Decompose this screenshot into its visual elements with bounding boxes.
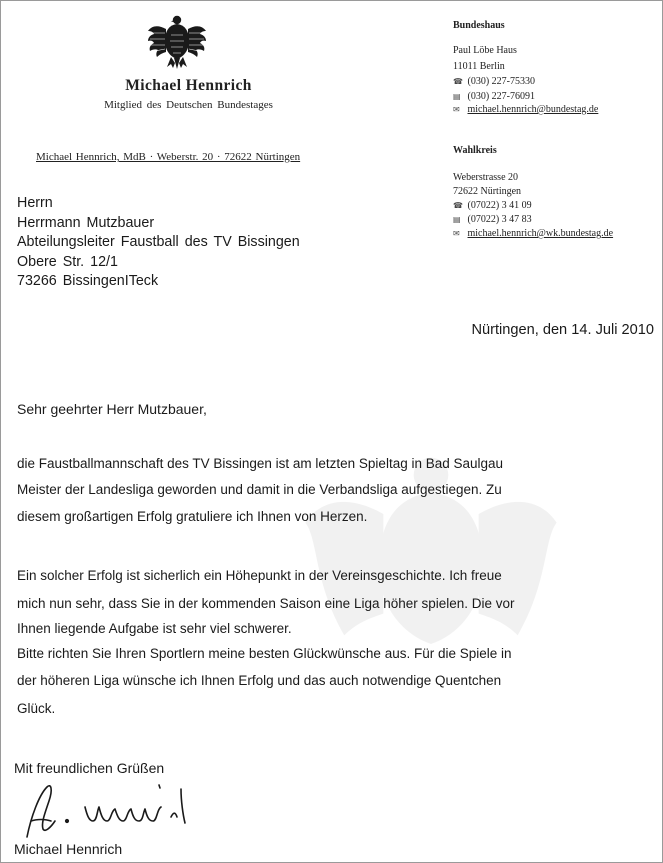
date-line: Nürtingen, den 14. Juli 2010 (471, 322, 654, 338)
wahlkreis-email-row (453, 228, 613, 239)
bundeshaus-fax-row (453, 91, 535, 102)
wahlkreis-city: 72622 Nürtingen (453, 186, 522, 197)
bundeshaus-heading: Bundeshaus (453, 20, 505, 31)
bundeshaus-phone-row (453, 76, 535, 87)
paragraph-line: Meister der Landesliga geworden und damit in die Verbandsliga aufgestiegen. Zu (17, 482, 502, 498)
paragraph-line: diesem großartigen Erfolg gratuliere ich Ihnen von Herzen. (17, 508, 368, 524)
recipient-street: Obere Str. 12/1 (17, 253, 118, 270)
wahlkreis-phone-row (453, 200, 532, 211)
letterhead-name: Michael Hennrich (125, 77, 252, 94)
paragraph-line: die Faustballmannschaft des TV Bissingen ist am letzten Spieltag in Bad Saulgau (17, 456, 504, 471)
paragraph-line: mich nun sehr, dass Sie in der kommenden Saison eine Liga höher spielen. Die vor (17, 595, 515, 611)
signer-name: Michael Hennrich (14, 841, 123, 857)
wahlkreis-fax-row (453, 214, 532, 225)
wahlkreis-heading: Wahlkreis (453, 145, 497, 156)
phone-icon: ☎ (453, 77, 463, 86)
sender-return-address: Michael Hennrich, MdB · Weberstr. 20 · 72622 Nürtingen (36, 151, 301, 163)
bundeshaus-building: Paul Löbe Haus (453, 45, 517, 56)
paragraph-line: der höheren Liga wünsche ich Ihnen Erfolg und das auch notwendige Quentchen (17, 673, 502, 688)
wahlkreis-phone: (07022) 3 41 09 (467, 200, 532, 211)
bundeshaus-email[interactable]: michael.hennrich@bundestag.de (467, 104, 599, 115)
fax-icon: ▤ (453, 92, 461, 101)
recipient-name: Herrmann Mutzbauer (17, 214, 155, 231)
letterhead-subtitle: Mitglied des Deutschen Bundestages (104, 99, 273, 111)
federal-eagle-icon (147, 11, 207, 71)
bundeshaus-fax: (030) 227-76091 (467, 91, 535, 102)
letter-paragraph-1 (17, 451, 647, 530)
letter-greeting: Sehr geehrter Herr Mutzbauer, (17, 401, 207, 417)
bundeshaus-email-row (453, 104, 598, 115)
handwritten-signature (21, 777, 201, 847)
bundeshaus-city: 11011 Berlin (453, 61, 505, 72)
recipient-city: 73266 BissingenITeck (17, 273, 159, 289)
bundeshaus-phone: (030) 227-75330 (467, 76, 535, 87)
recipient-role: Abteilungsleiter Faustball des TV Bissingen (17, 234, 300, 250)
recipient-salutation: Herrn (17, 195, 53, 211)
fax-icon: ▤ (453, 215, 461, 224)
wahlkreis-email[interactable]: michael.hennrich@wk.bundestag.de (467, 228, 614, 239)
wahlkreis-fax: (07022) 3 47 83 (467, 214, 532, 225)
email-icon: ✉ (453, 105, 460, 114)
paragraph-line: Bitte richten Sie Ihren Sportlern meine besten Glückwünsche aus. Für die Spiele in (17, 646, 512, 661)
paragraph-line: Ihnen liegende Aufgabe ist sehr viel schwerer. (17, 621, 292, 636)
letter-closing: Mit freundlichen Grüßen (14, 760, 165, 776)
wahlkreis-street: Weberstrasse 20 (453, 172, 519, 183)
recipient-address (17, 194, 300, 292)
phone-icon: ☎ (453, 201, 463, 210)
letter-paragraph-2 (17, 562, 647, 722)
email-icon: ✉ (453, 229, 460, 238)
paragraph-line: Glück. (17, 700, 56, 716)
paragraph-line: Ein solcher Erfolg ist sicherlich ein Höhepunkt in der Vereinsgeschichte. Ich freue (17, 568, 502, 583)
